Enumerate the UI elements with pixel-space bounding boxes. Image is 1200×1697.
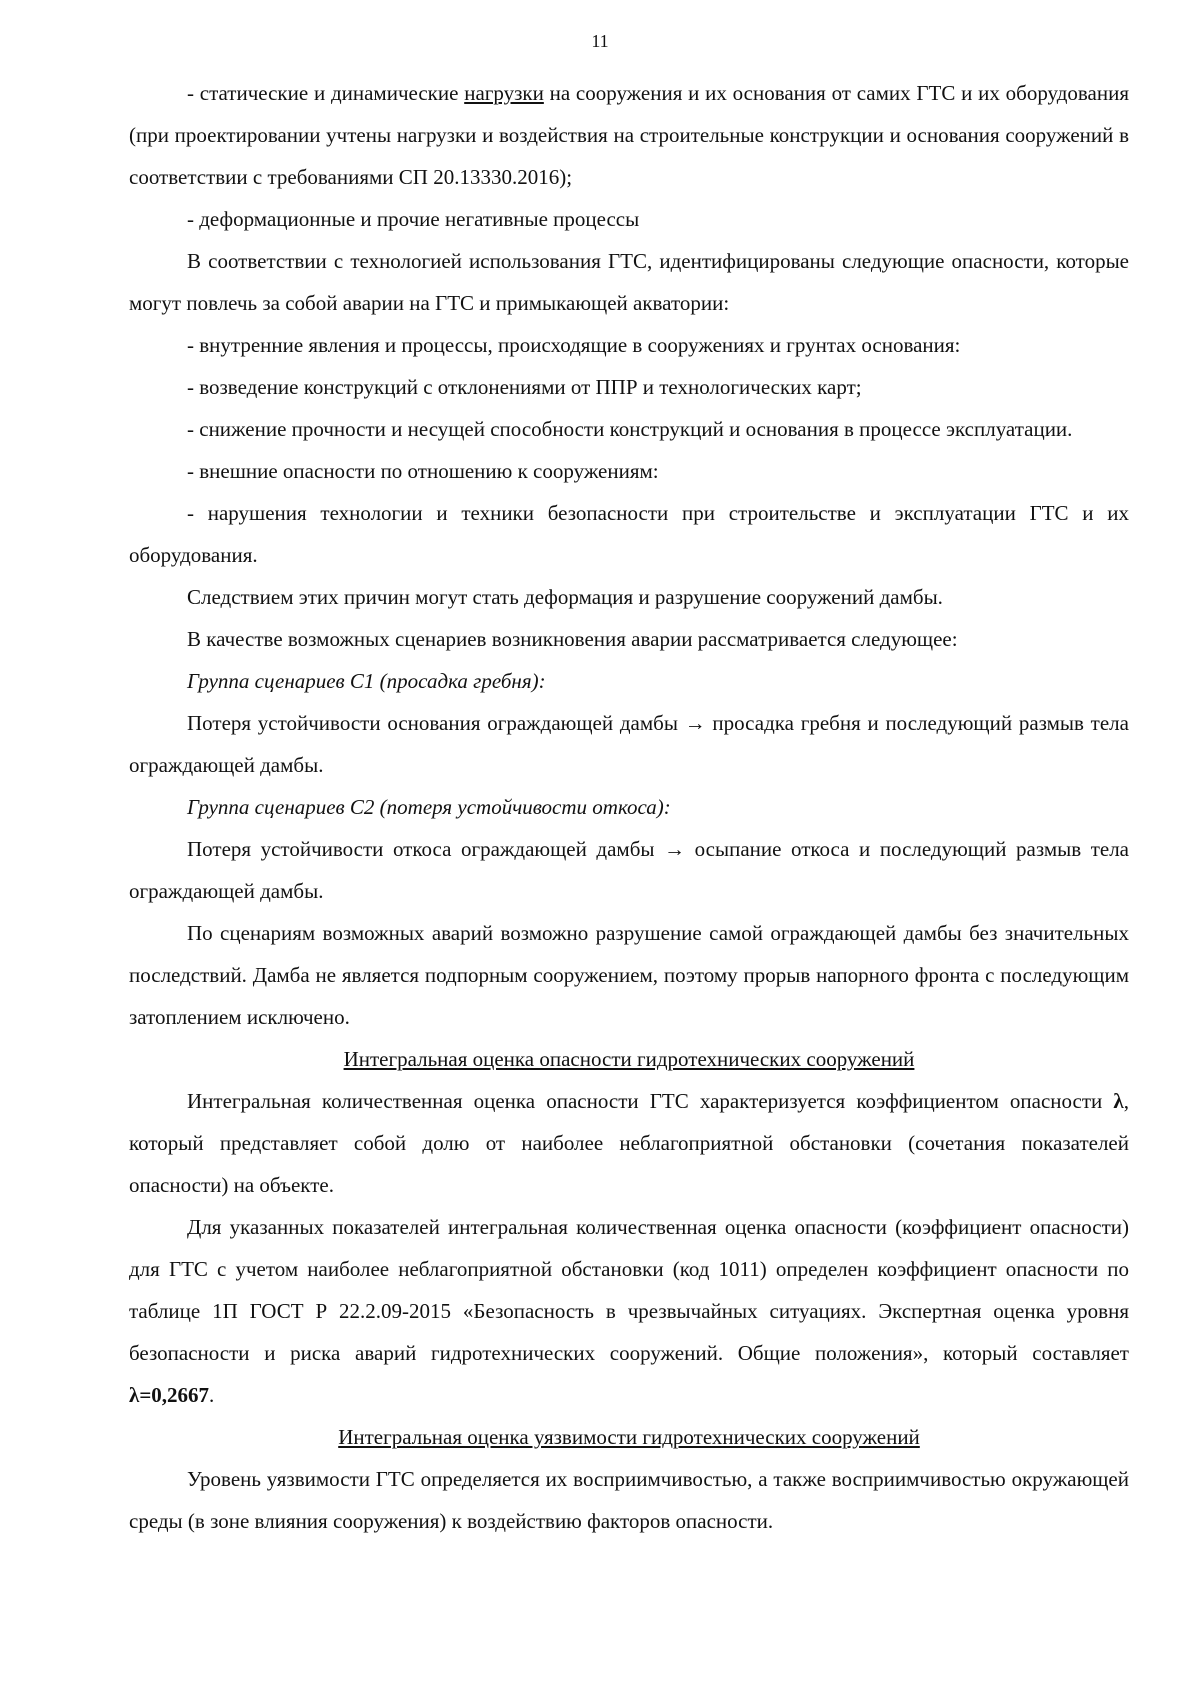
paragraph-strength-reduction: - снижение прочности и несущей способности конструкций и основания в процессе эксплуатации. — [187, 417, 1073, 441]
scenario-group-c1-title: Группа сценариев С1 (просадка гребня): — [187, 669, 546, 693]
paragraph-hazard-coefficient-start: Интегральная количественная оценка опасности ГТС характеризуется коэффициентом опасности — [187, 1089, 1114, 1113]
paragraph-external-hazards: - внешние опасности по отношению к сооружениям: — [187, 459, 659, 483]
scenario-group-c1-text: Потеря устойчивости основания ограждающей дамбы → просадка гребня и последующий размыв тела ограждающей дамбы. — [129, 711, 1129, 777]
paragraph-loads — [129, 72, 1129, 198]
paragraph-scenarios-intro: В качестве возможных сценариев возникновения аварии рассматривается следующее: — [187, 627, 958, 651]
section-heading-vulnerability-assessment: Интегральная оценка уязвимости гидротехнических сооружений — [338, 1425, 920, 1449]
paragraph-hazard-coefficient — [129, 1080, 1129, 1206]
paragraph-loads-end: на сооружения и их основания от самих ГТС и их оборудования (при проектировании учтены нагрузки и воздействия на строительные конструкции и основания сооружений в соответствии с требованиями СП 20.13330.2016); — [129, 81, 1129, 189]
paragraph-deformation: - деформационные и прочие негативные процессы — [187, 207, 640, 231]
paragraph-vulnerability: Уровень уязвимости ГТС определяется их восприимчивостью, а также восприимчивостью окружающей среды (в зоне влияния сооружения) к воздействию факторов опасности. — [129, 1467, 1129, 1533]
paragraph-construction-deviation: - возведение конструкций с отклонениями от ППР и технологических карт; — [187, 375, 862, 399]
paragraph-hazard-value-end: . — [209, 1383, 215, 1407]
paragraph-internal-phenomena: - внутренние явления и процессы, происходящие в сооружениях и грунтах основания: — [187, 333, 961, 357]
section-heading-hazard-assessment: Интегральная оценка опасности гидротехнических сооружений — [343, 1047, 915, 1071]
paragraph-hazard-coefficient-end: , который представляет собой долю от наиболее неблагоприятной обстановки (сочетания показателей опасности) на объекте. — [129, 1089, 1129, 1197]
paragraph-scenarios-conclusion: По сценариям возможных аварий возможно разрушение самой ограждающей дамбы без значительных последствий. Дамба не является подпорным сооружением, поэтому прорыв напорного фронта с последующим затоплением исключено. — [129, 921, 1129, 1029]
page-number: 11 — [591, 31, 609, 51]
document-body — [129, 72, 1129, 1542]
paragraph-safety-violations: - нарушения технологии и техники безопасности при строительстве и эксплуатации ГТС и их оборудования. — [129, 501, 1129, 567]
loads-link[interactable]: нагрузки — [464, 81, 544, 105]
scenario-group-c2-text: Потеря устойчивости откоса ограждающей дамбы → осыпание откоса и последующий размыв тела ограждающей дамбы. — [129, 837, 1129, 903]
paragraph-hazard-value-start: Для указанных показателей интегральная количественная оценка опасности (коэффициент опасности) для ГТС с учетом наиболее неблагоприятной обстановки (код 1011) определен коэффициент опасности по таблице 1П ГОСТ Р 22.2.09-2015 «Безопасность в чрезвычайных ситуациях. Экспертная оценка уровня безопасности и риска аварий гидротехнических сооружений. Общие положения», который составляет — [129, 1215, 1129, 1365]
paragraph-hazards-intro: В соответствии с технологией использования ГТС, идентифицированы следующие опасности, которые могут повлечь за собой аварии на ГТС и примыкающей акватории: — [129, 249, 1129, 315]
paragraph-hazard-value — [129, 1206, 1129, 1416]
paragraph-loads-start: - статические и динамические — [187, 81, 465, 105]
lambda-symbol: λ — [1113, 1089, 1124, 1113]
paragraph-consequence: Следствием этих причин могут стать деформация и разрушение сооружений дамбы. — [187, 585, 943, 609]
scenario-group-c2-title: Группа сценариев С2 (потеря устойчивости откоса): — [187, 795, 671, 819]
lambda-value: λ=0,2667 — [129, 1383, 210, 1407]
